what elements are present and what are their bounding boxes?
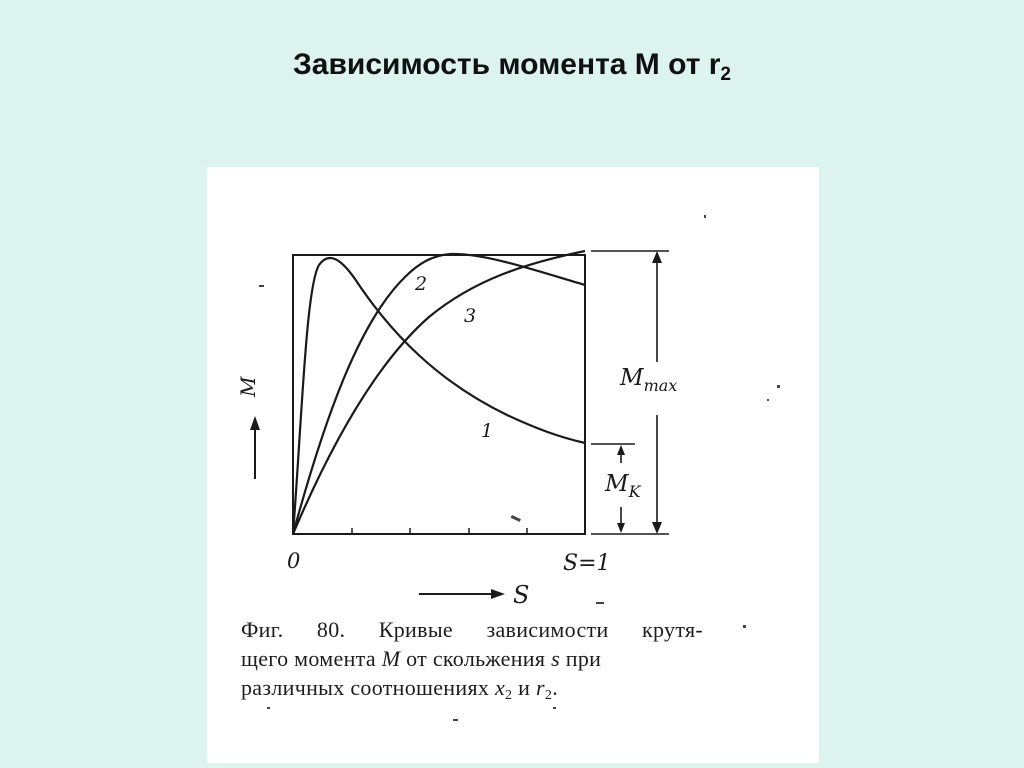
scan-speck — [511, 515, 521, 522]
figure-scan — [207, 167, 819, 763]
curve-1-label: 1 — [481, 420, 494, 442]
origin-label: 0 — [287, 549, 301, 573]
mk-arrow-down — [617, 523, 625, 533]
caption-subscript: 2 — [544, 688, 553, 703]
mk-label-letter: M — [605, 471, 629, 497]
mmax-label — [619, 365, 677, 395]
scan-speck — [704, 215, 706, 218]
caption-symbol-s: s — [551, 646, 560, 671]
slide-title-text: Зависимость момента М от r — [293, 48, 721, 81]
curve-3 — [293, 251, 585, 534]
curve-2-label: 2 — [415, 273, 428, 295]
scan-speck — [777, 385, 780, 388]
mmax-arrow-up — [652, 251, 662, 263]
scan-speck — [453, 719, 458, 721]
s-axis-label: S — [513, 581, 530, 609]
mmax-label-subscript: max — [643, 376, 678, 395]
scan-speck — [259, 285, 264, 287]
curve-2 — [293, 254, 585, 534]
caption-text: . — [552, 675, 559, 700]
figure-caption — [241, 615, 741, 710]
mk-label — [604, 471, 642, 501]
caption-symbol-m: M — [381, 646, 401, 671]
s-end-label: S=1 — [563, 551, 611, 576]
caption-text: различных соотношениях — [241, 675, 495, 700]
caption-text: щего момента — [241, 646, 382, 671]
slide-title-subscript: 2 — [720, 64, 731, 85]
caption-text: и — [512, 675, 537, 700]
caption-subscript: 2 — [505, 688, 513, 703]
slide-title — [0, 48, 1024, 86]
caption-text: от скольжения — [400, 646, 552, 671]
scan-speck — [743, 625, 746, 628]
caption-symbol-x: x — [494, 675, 506, 700]
m-axis-arrow-head — [250, 416, 260, 430]
m-axis-label: M — [236, 376, 260, 397]
mk-arrow-up — [617, 445, 625, 455]
caption-symbol-r: r — [536, 675, 545, 700]
caption-line-3 — [241, 673, 741, 710]
mmax-label-letter: M — [620, 365, 644, 391]
mk-label-subscript: K — [628, 482, 641, 501]
s-axis-arrow-head — [491, 589, 505, 599]
scan-speck — [596, 602, 604, 604]
mmax-arrow-down — [652, 522, 662, 534]
caption-text: при — [559, 646, 602, 671]
scan-speck — [767, 399, 769, 401]
caption-line-1: Фиг. 80. Кривые зависимости крутя- — [241, 617, 703, 642]
curve-3-label: 3 — [464, 305, 477, 327]
caption-line-2 — [241, 644, 741, 673]
